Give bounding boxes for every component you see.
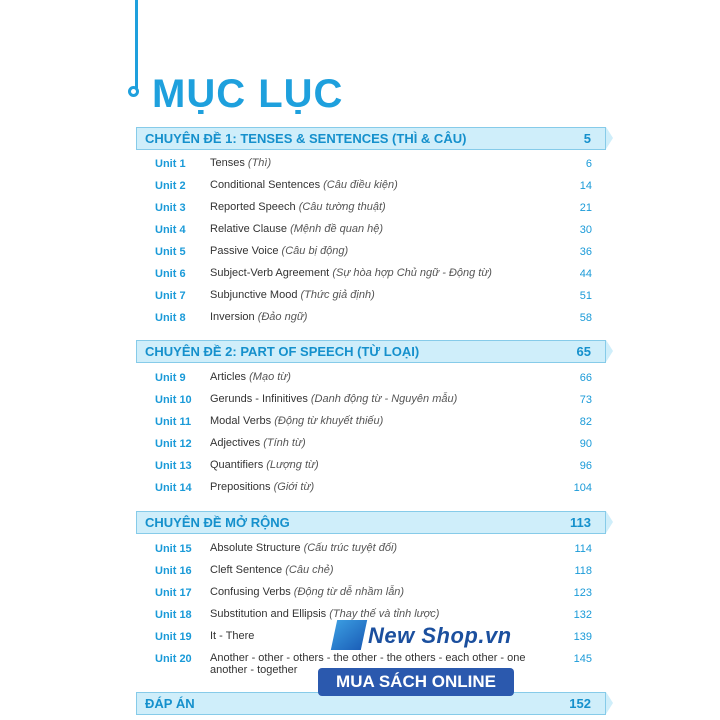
- toc-row[interactable]: [0, 201, 720, 223]
- section-page-number: 152: [569, 696, 591, 711]
- unit-label: Unit 17: [155, 587, 192, 599]
- shop-logo[interactable]: [328, 614, 518, 666]
- unit-label: Unit 11: [155, 416, 192, 428]
- unit-label: Unit 14: [155, 482, 192, 494]
- toc-row[interactable]: [0, 245, 720, 267]
- section-header-3[interactable]: [136, 511, 606, 534]
- unit-page-number: 51: [579, 290, 592, 302]
- toc-row[interactable]: [0, 393, 720, 415]
- section-title: CHUYÊN ĐỀ 1: TENSES & SENTENCES (THÌ & CÂU): [145, 131, 467, 146]
- unit-topic: Another - other - others - the other - the others - each other - one another - together: [210, 652, 526, 676]
- unit-topic: Gerunds - Infinitives (Danh động từ - Nguyên mẫu): [210, 393, 458, 405]
- unit-topic: Subjunctive Mood (Thức giả định): [210, 289, 375, 301]
- page-title: MỤC LỤC: [152, 72, 344, 116]
- unit-topic: Passive Voice (Câu bị động): [210, 245, 349, 257]
- unit-label: Unit 10: [155, 394, 192, 406]
- toc-row[interactable]: [0, 223, 720, 245]
- section-title: CHUYÊN ĐỀ 2: PART OF SPEECH (TỪ LOẠI): [145, 344, 420, 359]
- section-header-2[interactable]: [136, 340, 606, 363]
- unit-label: Unit 9: [155, 372, 186, 384]
- unit-label: Unit 19: [155, 631, 192, 643]
- unit-topic: Articles (Mạo từ): [210, 371, 291, 383]
- unit-page-number: 30: [579, 224, 592, 236]
- unit-topic: Quantifiers (Lượng từ): [210, 459, 319, 471]
- section-page-number: 113: [570, 515, 591, 530]
- unit-topic: Confusing Verbs (Động từ dễ nhầm lẫn): [210, 586, 405, 598]
- unit-label: Unit 2: [155, 180, 186, 192]
- toc-row[interactable]: [0, 437, 720, 459]
- unit-label: Unit 20: [155, 653, 192, 665]
- unit-topic: Subject-Verb Agreement (Sự hòa hợp Chủ ngữ - Động từ): [210, 267, 492, 279]
- unit-page-number: 36: [579, 246, 592, 258]
- toc-row[interactable]: [0, 289, 720, 311]
- unit-label: Unit 3: [155, 202, 186, 214]
- unit-topic: Conditional Sentences (Câu điều kiện): [210, 179, 398, 191]
- toc-row[interactable]: [0, 481, 720, 503]
- unit-label: Unit 16: [155, 565, 192, 577]
- decorative-circle-icon: [128, 86, 139, 97]
- unit-page-number: 58: [579, 312, 592, 324]
- unit-topic: Adjectives (Tính từ): [210, 437, 306, 449]
- unit-page-number: 96: [579, 460, 592, 472]
- unit-label: Unit 4: [155, 224, 186, 236]
- unit-page-number: 82: [579, 416, 592, 428]
- unit-page-number: 6: [585, 158, 592, 170]
- toc-row[interactable]: [0, 371, 720, 393]
- unit-topic: Relative Clause (Mệnh đề quan hệ): [210, 223, 384, 235]
- unit-page-number: 123: [573, 587, 592, 599]
- section-title: ĐÁP ÁN: [145, 696, 195, 711]
- unit-topic: Inversion (Đảo ngữ): [210, 311, 308, 323]
- toc-row[interactable]: [0, 586, 720, 608]
- unit-label: Unit 15: [155, 543, 192, 555]
- section-page-number: 65: [576, 344, 591, 359]
- unit-topic: Reported Speech (Câu tường thuật): [210, 201, 386, 213]
- unit-label: Unit 5: [155, 246, 186, 258]
- toc-row[interactable]: [0, 157, 720, 179]
- unit-label: Unit 8: [155, 312, 186, 324]
- shop-banner[interactable]: MUA SÁCH ONLINE: [318, 668, 514, 696]
- unit-page-number: 132: [573, 609, 592, 621]
- unit-page-number: 44: [579, 268, 592, 280]
- unit-page-number: 139: [573, 631, 592, 643]
- unit-topic: Cleft Sentence (Câu chẻ): [210, 564, 334, 576]
- unit-topic: Absolute Structure (Cấu trúc tuyệt đối): [210, 542, 398, 554]
- unit-page-number: 66: [579, 372, 592, 384]
- toc-row[interactable]: [0, 415, 720, 437]
- unit-label: Unit 13: [155, 460, 192, 472]
- unit-topic: Modal Verbs (Động từ khuyết thiếu): [210, 415, 384, 427]
- unit-label: Unit 18: [155, 609, 192, 621]
- shop-logo-text: New Shop.vn: [368, 623, 512, 648]
- toc-row[interactable]: [0, 179, 720, 201]
- unit-page-number: 21: [579, 202, 592, 214]
- section-header-1[interactable]: [136, 127, 606, 150]
- unit-page-number: 114: [574, 543, 592, 555]
- unit-topic: Prepositions (Giới từ): [210, 481, 315, 493]
- decorative-vertical-line: [135, 0, 138, 88]
- unit-page-number: 104: [573, 482, 592, 494]
- toc-row[interactable]: [0, 459, 720, 481]
- unit-label: Unit 1: [155, 158, 186, 170]
- toc-row[interactable]: [0, 267, 720, 289]
- section-page-number: 5: [583, 131, 591, 146]
- section-title: CHUYÊN ĐỀ MỞ RỘNG: [145, 515, 290, 530]
- unit-page-number: 145: [573, 653, 592, 665]
- unit-label: Unit 12: [155, 438, 192, 450]
- unit-page-number: 90: [579, 438, 592, 450]
- unit-topic: Substitution and Ellipsis (Thay thế và tỉnh lược): [210, 608, 440, 620]
- toc-row[interactable]: [0, 564, 720, 586]
- shop-logo-icon: [331, 620, 367, 650]
- toc-row[interactable]: [0, 311, 720, 333]
- toc-row[interactable]: [0, 542, 720, 564]
- unit-label: Unit 6: [155, 268, 186, 280]
- unit-label: Unit 7: [155, 290, 186, 302]
- unit-page-number: 14: [579, 180, 592, 192]
- unit-topic: Tenses (Thì): [210, 157, 272, 169]
- unit-page-number: 73: [579, 394, 592, 406]
- unit-page-number: 118: [574, 565, 592, 577]
- unit-topic: It - There: [210, 630, 255, 642]
